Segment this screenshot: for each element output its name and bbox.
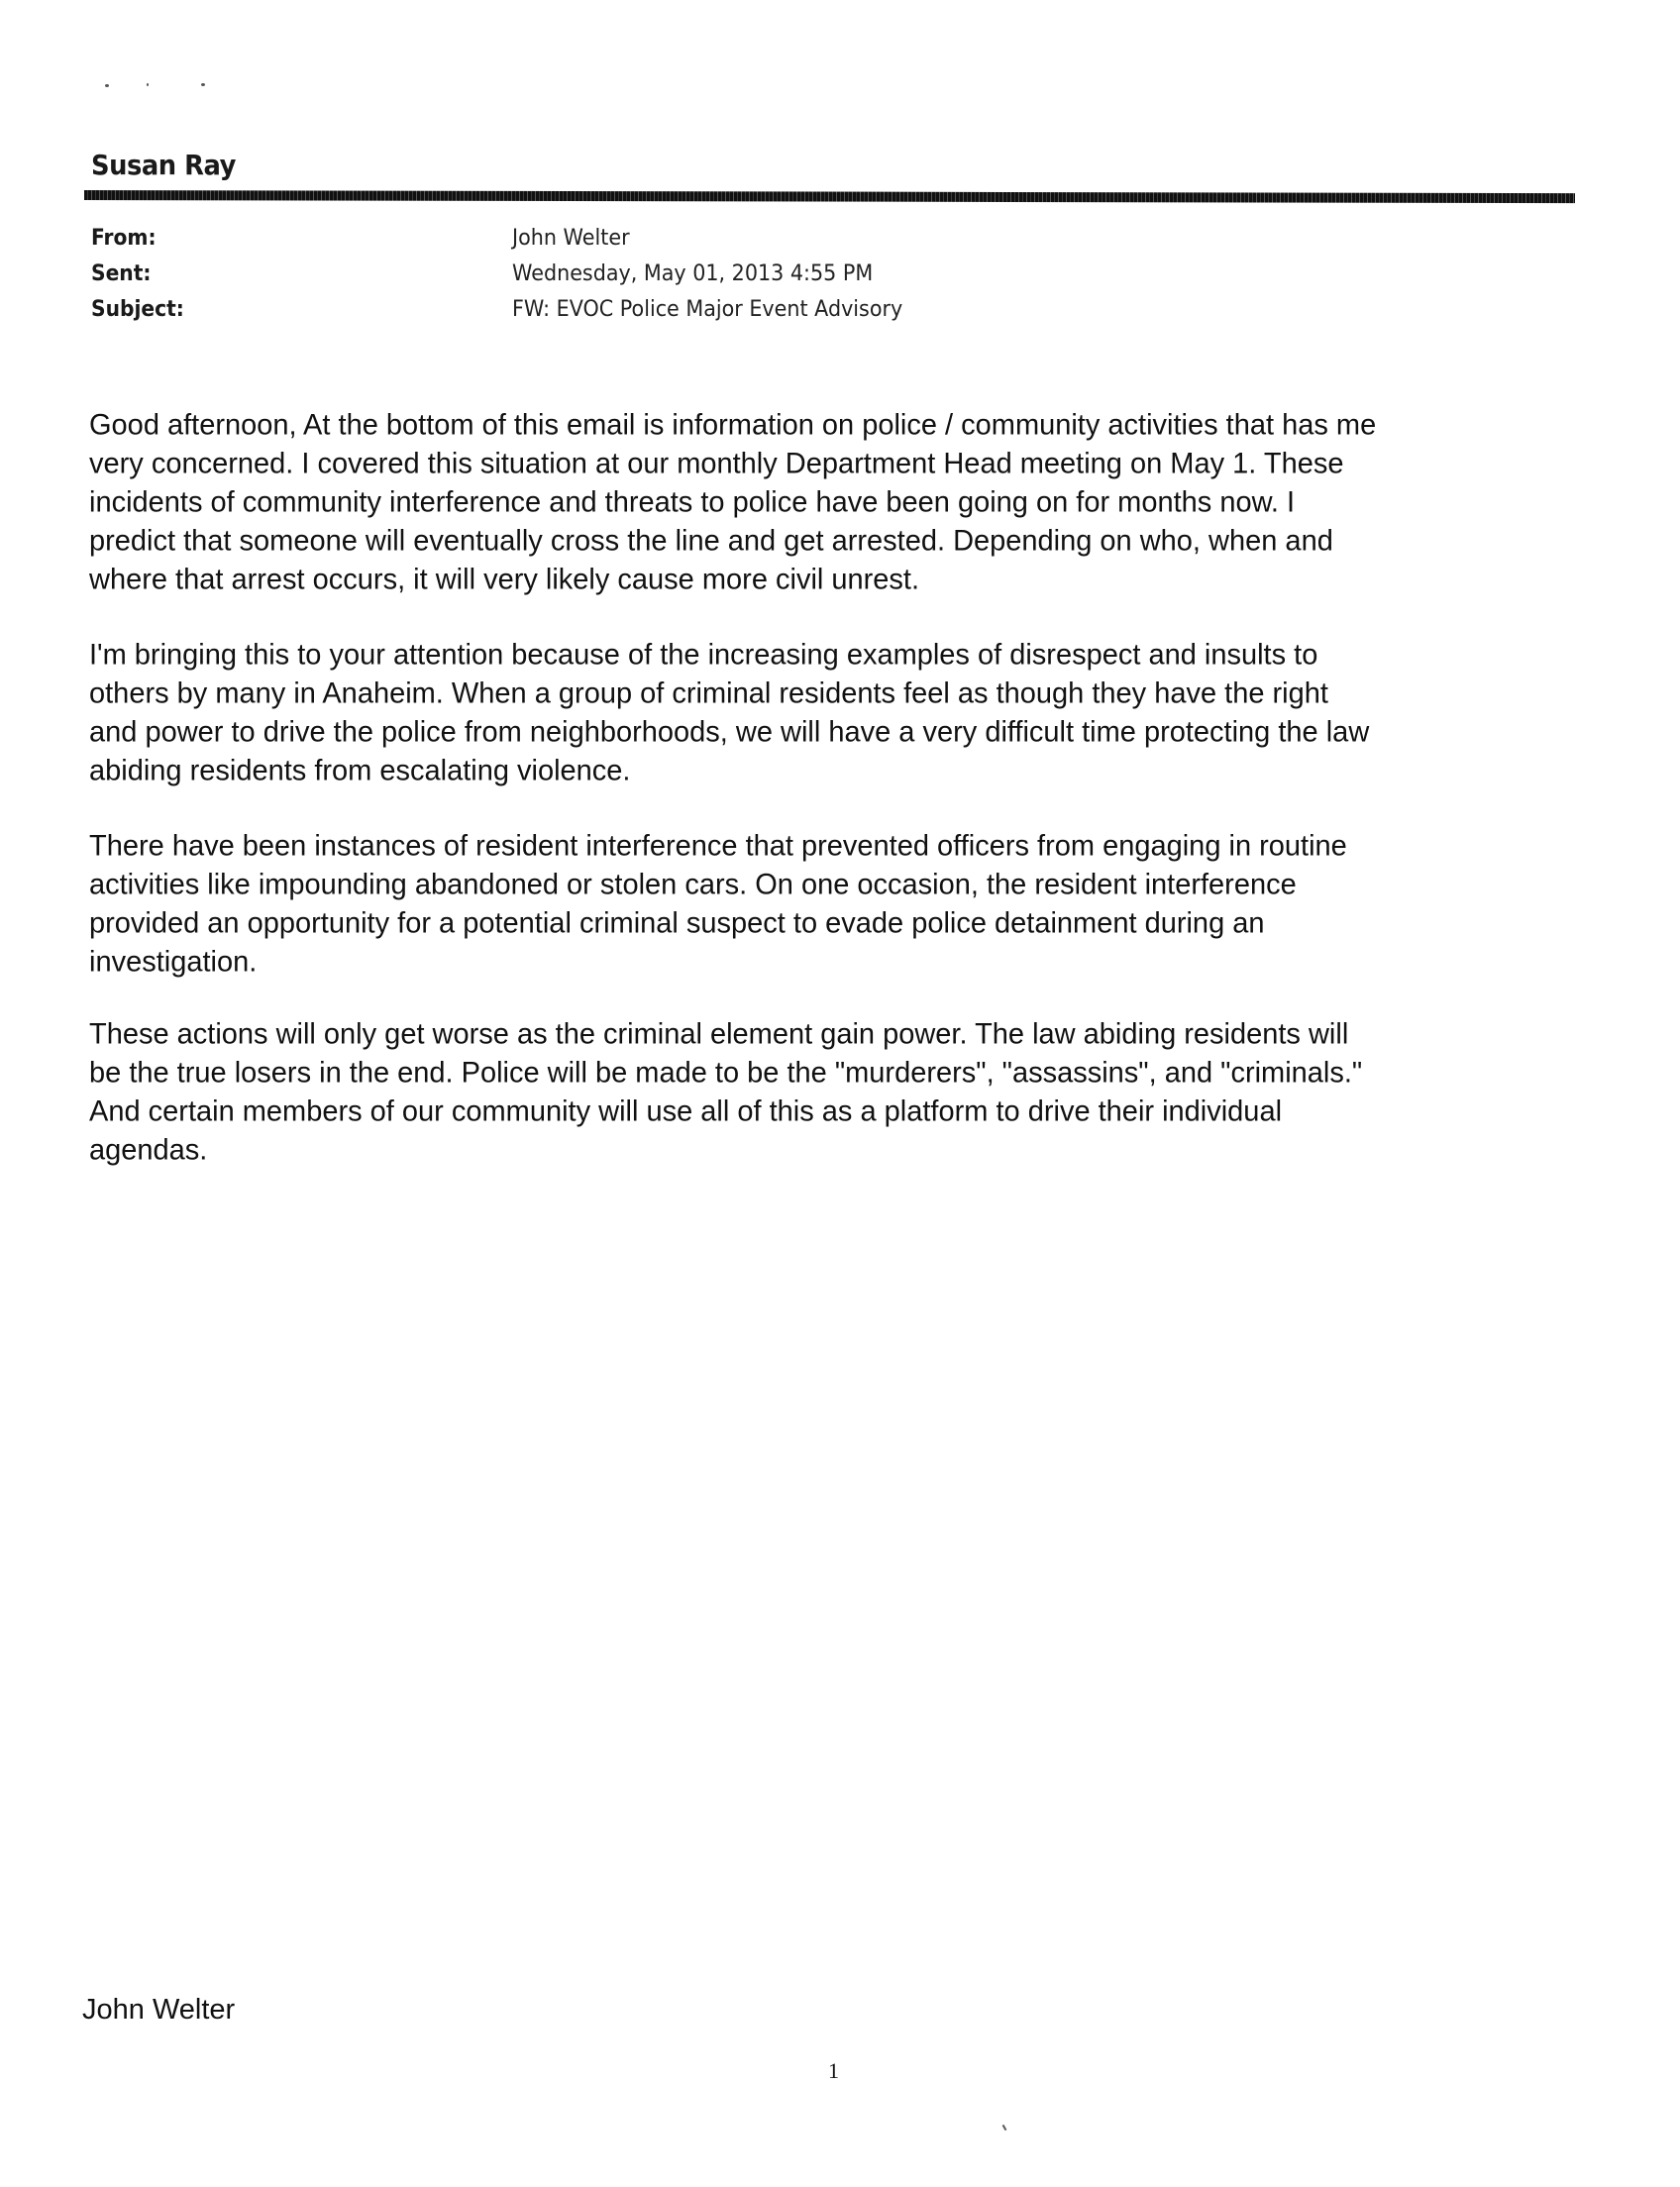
scan-speck — [147, 83, 149, 86]
body-paragraph — [89, 827, 1347, 982]
body-line: incidents of community interference and threats to police have been going on for months now. I — [89, 485, 1296, 519]
body-line: predict that someone will eventually cross the line and get arrested. Depending on who, when and — [89, 524, 1333, 558]
scan-speck — [105, 84, 109, 87]
sent-label: Sent: — [91, 261, 152, 286]
body-line: And certain members of our community will use all of this as a platform to drive their individual — [89, 1094, 1283, 1128]
from-value: John Welter — [512, 226, 630, 251]
page-number: 1 — [828, 2058, 839, 2083]
subject-label: Subject: — [91, 297, 184, 322]
mailbox-owner-name: Susan Ray — [91, 149, 236, 181]
body-line: where that arrest occurs, it will very likely cause more civil unrest. — [89, 563, 920, 596]
body-line: activities like impounding abandoned or stolen cars. On one occasion, the resident interference — [89, 868, 1297, 901]
body-line: be the true losers in the end. Police will be made to be the "murderers", "assassins", and "criminals." — [89, 1056, 1363, 1090]
body-line: and power to drive the police from neighborhoods, we will have a very difficult time protecting the law — [89, 715, 1370, 749]
body-paragraph — [89, 636, 1369, 790]
body-line: investigation. — [89, 945, 258, 979]
from-label: From: — [91, 226, 157, 251]
scan-speck — [201, 83, 205, 86]
body-line: These actions will only get worse as the criminal element gain power. The law abiding residents will — [89, 1017, 1349, 1051]
header-rule — [84, 190, 1575, 203]
body-line: provided an opportunity for a potential criminal suspect to evade police detainment during an — [89, 906, 1265, 940]
subject-value: FW: EVOC Police Major Event Advisory — [512, 297, 903, 322]
sent-value: Wednesday, May 01, 2013 4:55 PM — [512, 261, 874, 286]
body-line: others by many in Anaheim. When a group of criminal residents feel as though they have the right — [89, 677, 1328, 710]
body-line: abiding residents from escalating violence. — [89, 754, 631, 787]
scan-speck — [1002, 2125, 1007, 2131]
body-line: very concerned. I covered this situation at our monthly Department Head meeting on May 1. These — [89, 447, 1344, 480]
body-line: I'm bringing this to your attention because of the increasing examples of disrespect and insults to — [89, 638, 1318, 672]
body-line: Good afternoon, At the bottom of this email is information on police / community activities that has me — [89, 408, 1377, 442]
signature: John Welter — [82, 1994, 236, 2026]
body-line: agendas. — [89, 1133, 208, 1167]
body-paragraph — [89, 406, 1376, 599]
body-line: There have been instances of resident interference that prevented officers from engaging in routine — [89, 829, 1347, 863]
body-paragraph — [89, 1015, 1362, 1170]
